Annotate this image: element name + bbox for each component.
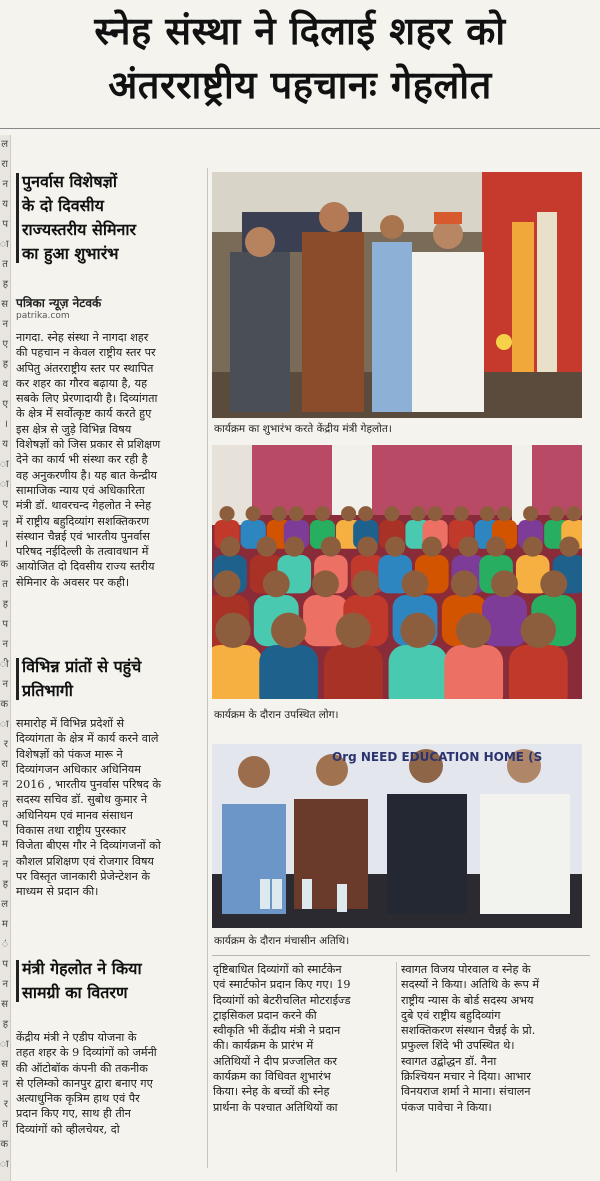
text-line: 2016 , भारतीय पुनर्वास परिषद के: [16, 778, 161, 792]
photo-stage-guests: [212, 744, 582, 928]
subheadline-line: का हुआ शुभारंभ: [22, 244, 119, 263]
edge-letter: न: [2, 979, 8, 990]
text-line: दिव्यांगजन अधिकार अधिनियम: [16, 762, 141, 776]
stage-banner-text: Org NEED EDUCATION HOME (S: [332, 750, 543, 764]
text-line: दुबे एवं राष्ट्रीय बहुदिव्यांग: [401, 1008, 501, 1022]
edge-letter: प: [2, 619, 8, 630]
edge-letter: स: [1, 999, 8, 1010]
section-heading-distribution: [22, 957, 202, 1005]
text-line: स्वीकृति भी केंद्रीय मंत्री ने प्रदान: [213, 1024, 341, 1038]
audience-member-head: [352, 570, 379, 597]
article-paragraph-1: [16, 330, 202, 590]
heading-line: मंत्री गेहलोत ने किया: [22, 959, 142, 978]
edge-letter: क: [0, 559, 8, 570]
audience-member-head: [215, 613, 250, 648]
audience-member-head: [289, 506, 304, 521]
text-line: देने का कार्य भी संस्था कर रही है: [16, 453, 148, 467]
edge-letter: त: [2, 1119, 8, 1130]
edge-letter: ए: [2, 339, 8, 350]
text-line: प्रदान किए गए, साथ ही तीन: [16, 1107, 131, 1121]
edge-letter: ं: [2, 939, 8, 950]
text-line: आयोजित दो दिवसीय राज्य स्तरीय: [16, 560, 155, 574]
text-line: स्वागत उद्बोद्धन डॉ. नैना: [401, 1054, 497, 1068]
text-line: विशेषज्ञों को पंकज मारू ने: [16, 747, 123, 761]
edge-letter: ए: [2, 399, 8, 410]
article-paragraph-3: [16, 1030, 202, 1137]
text-line: सदस्य सचिव डॉ. सुबोध कुमार ने: [16, 793, 148, 807]
photo-caption-1: कार्यक्रम का शुभारंभ करते केंद्रीय मंत्री गेहलोत।: [214, 423, 392, 435]
text-line: समारोह में विभिन्न प्रदेशों से: [16, 717, 125, 730]
audience-member-head: [336, 613, 371, 648]
heading-line: सामग्री का वितरण: [22, 983, 128, 1002]
headline-line-1: स्नेह संस्था ने दिलाई शहर को: [94, 9, 506, 53]
audience-member-head: [523, 537, 543, 557]
edge-letter: क: [0, 699, 8, 710]
edge-letter: म: [2, 839, 8, 850]
heading-line: विभिन्न प्रांतों से पहुंचे: [22, 657, 142, 676]
audience-member: [509, 645, 568, 699]
audience-member-head: [246, 506, 261, 521]
edge-letter: त: [2, 259, 8, 270]
edge-letter: ल: [1, 139, 8, 150]
text-line: अतिथियों ने दीप प्रज्जलित कर: [213, 1054, 337, 1068]
article-continued-right: [401, 962, 587, 1115]
audience-member-head: [284, 537, 304, 557]
text-line: दृष्टिबाधित दिव्यांगों को स्मार्टकेन: [213, 963, 342, 976]
audience-member-head: [486, 537, 506, 557]
audience-member-head: [357, 537, 377, 557]
audience-member-head: [220, 537, 240, 557]
edge-letter: स: [1, 299, 8, 310]
text-line: की ऑटोबॉक कंपनी की तकनीक: [16, 1061, 148, 1075]
edge-letter: ल: [1, 899, 8, 910]
edge-letter: न: [2, 1079, 8, 1090]
text-line: सेमिनार के अवसर पर कही।: [16, 575, 130, 589]
edge-letter: न: [2, 319, 8, 330]
audience-member-head: [214, 570, 241, 597]
audience-member-head: [321, 537, 341, 557]
edge-letter: ा: [0, 459, 9, 470]
text-line: सदस्यों ने किया। अतिथि के रूप में: [401, 978, 540, 992]
audience-member-head: [400, 613, 435, 648]
heading-bar: [16, 960, 19, 1002]
edge-letter: ा: [0, 719, 9, 730]
edge-letter: र: [3, 1099, 8, 1110]
audience-member-head: [315, 506, 330, 521]
text-line: पंकज पावेचा ने किया।: [401, 1100, 492, 1114]
edge-letter: क: [0, 1139, 8, 1150]
audience-member-head: [271, 613, 306, 648]
audience-member-head: [566, 506, 581, 521]
text-line: प्रार्थना के पश्चात अतिथियों का: [213, 1100, 338, 1114]
text-line: क्रिश्चियन मचार ने दिया। आभार: [401, 1070, 531, 1084]
headline-rule: [0, 128, 600, 129]
subheadline-bar: [16, 173, 19, 263]
audience-member-head: [272, 506, 287, 521]
text-line: सबके लिए प्रेरणादायी है। दिव्यांगता: [16, 392, 158, 406]
audience-member-head: [523, 506, 538, 521]
text-line: में राष्ट्रीय बहुदिव्यांग सशक्तिकरण: [16, 514, 150, 528]
edge-letter: य: [2, 439, 8, 450]
text-line: कर शहर का गौरव बढ़ाया है, यह: [16, 376, 148, 390]
edge-letter: ा: [0, 479, 9, 490]
text-line: कौशल प्रशिक्षण एवं रोजगार विषय: [16, 854, 154, 868]
photo-caption-3: कार्यक्रम के दौरान मंचासीन अतिथि।: [214, 935, 350, 947]
column-divider-2: [396, 962, 397, 1172]
text-line: से एलिम्को कानपुर द्वारा बनाए गए: [16, 1076, 153, 1090]
audience-member-head: [428, 506, 443, 521]
audience-member: [259, 645, 318, 699]
edge-letter: न: [2, 779, 8, 790]
article-subheadline: [22, 170, 202, 266]
edge-letter: ा: [0, 1039, 9, 1050]
audience-member-head: [358, 506, 373, 521]
text-line: सामाजिक न्याय एवं अधिकारिता: [16, 483, 145, 497]
audience-member-head: [312, 570, 339, 597]
edge-letter: ा: [0, 1159, 9, 1170]
text-line: एवं स्मार्टफोन प्रदान किए गए। 19: [213, 978, 351, 992]
text-line: के क्षेत्र में सर्वोत्कृष्ट कार्य करते हुए: [16, 407, 152, 421]
article-paragraph-2: [16, 716, 202, 900]
audience-member-head: [341, 506, 356, 521]
text-line: अत्याधुनिक कृत्रिम हाथ एवं पैर: [16, 1092, 140, 1106]
text-line: सशक्तिकरण संस्थान चैन्नई के प्रो.: [401, 1024, 536, 1038]
edge-letter: स: [1, 1059, 8, 1070]
audience-member-head: [521, 613, 556, 648]
audience-member-head: [451, 570, 478, 597]
text-line: दिव्यांगता के क्षेत्र में कार्य करने वाले: [16, 732, 159, 746]
text-line: कार्यक्रम का विधिवत शुभारंभ: [213, 1070, 331, 1084]
edge-letter: प: [2, 959, 8, 970]
text-line: परिषद नईदिल्ली के तत्वावधान में: [16, 545, 149, 559]
text-line: दिव्यांगों को बेटरीचलित मोटराईज्ड: [213, 993, 351, 1007]
text-line: संस्थान चैन्नई एवं भारतीय पुनर्वास: [16, 529, 150, 543]
text-line: वह अनुकरणीय है। यह बात केन्द्रीय: [16, 468, 157, 482]
headline: [8, 4, 592, 112]
edge-letter: रा: [1, 159, 8, 170]
text-line: केंद्रीय मंत्री ने एडीप योजना के: [16, 1031, 137, 1044]
subheadline-line: के दो दिवसीय: [22, 196, 104, 215]
edge-letter: प: [2, 819, 8, 830]
edge-letter: व: [2, 379, 8, 390]
audience-member-head: [559, 537, 579, 557]
edge-letter: ।: [4, 419, 8, 430]
edge-letter: ह: [2, 359, 8, 370]
headline-line-2: अंतरराष्ट्रीय पहचानः गेहलोत: [108, 63, 492, 107]
column-divider: [207, 168, 208, 1168]
edge-letter: र: [3, 739, 8, 750]
audience-member: [324, 645, 383, 699]
edge-letter: म: [2, 919, 8, 930]
audience-member-head: [410, 506, 425, 521]
text-line: विशेषज्ञों को जिस प्रकार से प्रशिक्षण: [16, 438, 161, 452]
edge-letter: ।: [4, 539, 8, 550]
edge-letter: ा: [0, 239, 9, 250]
text-line: स्वागत विजय पोरवाल व स्नेह के: [401, 963, 531, 976]
edge-letter: न: [2, 639, 8, 650]
text-line: अधिनियम एवं मानव संसाधन: [16, 808, 133, 822]
text-line: दिव्यांगों को व्हीलचेयर, दो: [16, 1122, 120, 1136]
edge-letter: त: [2, 799, 8, 810]
edge-letter: ह: [2, 879, 8, 890]
photo-audience-image: [212, 445, 582, 699]
section-heading-participants: [22, 655, 202, 703]
edge-letter: न: [2, 519, 8, 530]
audience-member-head: [263, 570, 290, 597]
subheadline-line: राज्यस्तरीय सेमिनार: [22, 220, 137, 239]
text-line: माध्यम से प्रदान की।: [16, 885, 99, 899]
text-line: नागदा. स्नेह संस्था ने नागदा शहर: [16, 331, 149, 344]
text-line: प्रफुल्ल शिंदे भी उपस्थित थे।: [401, 1039, 515, 1053]
edge-letter: न: [2, 179, 8, 190]
audience-member-head: [540, 570, 567, 597]
edge-letter: रा: [1, 759, 8, 770]
heading-lines: [22, 655, 202, 703]
text-line: किया। स्नेह के बच्चों की स्नेह: [213, 1085, 330, 1099]
audience-member-head: [458, 537, 478, 557]
audience-member-head: [491, 570, 518, 597]
edge-letter: ह: [2, 599, 8, 610]
audience-member-head: [497, 506, 512, 521]
photo-inauguration-image: [212, 172, 582, 418]
edge-letter: प: [2, 219, 8, 230]
audience-member-head: [219, 506, 234, 521]
text-line: तहत शहर के 9 दिव्यांगों को जर्मनी: [16, 1046, 157, 1060]
text-line: विनयराज शर्मा ने माना। संचालन: [401, 1085, 531, 1099]
photo-audience: [212, 445, 582, 699]
heading-lines: [22, 957, 202, 1005]
edge-letter: ह: [2, 1019, 8, 1030]
edge-letter: न: [2, 679, 8, 690]
audience-member-head: [422, 537, 442, 557]
text-line: ट्राइसिकल प्रदान करने की: [213, 1008, 317, 1022]
edge-letter: त: [2, 579, 8, 590]
text-line: पर विस्तृत जानकारी प्रेजेन्टेशन के: [16, 869, 150, 883]
text-line: विकास तथा राष्ट्रीय पुरस्कार: [16, 824, 127, 838]
text-line: इस क्षेत्र से जुड़े विभिन्न विषय: [16, 422, 132, 436]
subheadline-lines: [22, 170, 202, 266]
byline: पत्रिका न्यूज़ नेटवर्क: [16, 296, 102, 310]
text-line: विजेता बीएस गौर ने दिव्यांगजनों को: [16, 839, 161, 853]
edge-letter: न: [2, 859, 8, 870]
heading-bar: [16, 658, 19, 700]
audience-member-head: [384, 506, 399, 521]
heading-line: प्रतिभागी: [22, 681, 73, 700]
edge-letter: य: [2, 199, 8, 210]
audience-member-head: [454, 506, 469, 521]
audience-member: [389, 645, 448, 699]
audience-member-head: [385, 537, 405, 557]
audience-member-head: [549, 506, 564, 521]
text-line: मंत्री डॉ. थावरचन्द गेहलोत ने स्नेह: [16, 499, 152, 513]
text-line: राष्ट्रीय न्यास के बोर्ड सदस्य अभय: [401, 993, 534, 1007]
photo-inauguration: [212, 172, 582, 418]
audience-member-head: [480, 506, 495, 521]
adjacent-column-edge: [0, 135, 11, 1181]
audience-member-head: [257, 537, 277, 557]
photo-bottom-rule: [212, 955, 590, 956]
text-line: अपितु अंतरराष्ट्रीय स्तर पर स्थापित: [16, 361, 154, 375]
edge-letter: ए: [2, 499, 8, 510]
audience-member: [444, 645, 503, 699]
photo-caption-2: कार्यक्रम के दौरान उपस्थित लोग।: [214, 709, 339, 721]
text-line: की। कार्यक्रम के प्रारंभ में: [213, 1039, 314, 1053]
edge-letter: ह: [2, 279, 8, 290]
subheadline-line: पुनर्वास विशेषज्ञों: [22, 172, 117, 191]
site-name: patrika.com: [16, 311, 70, 321]
audience-member-head: [402, 570, 429, 597]
photo-stage-image: [212, 744, 582, 928]
audience-member: [212, 645, 262, 699]
audience-member-head: [456, 613, 491, 648]
edge-letter: ी: [0, 659, 9, 670]
article-continued-middle: [213, 962, 391, 1115]
text-line: की पहचान न केवल राष्ट्रीय स्तर पर: [16, 346, 156, 360]
